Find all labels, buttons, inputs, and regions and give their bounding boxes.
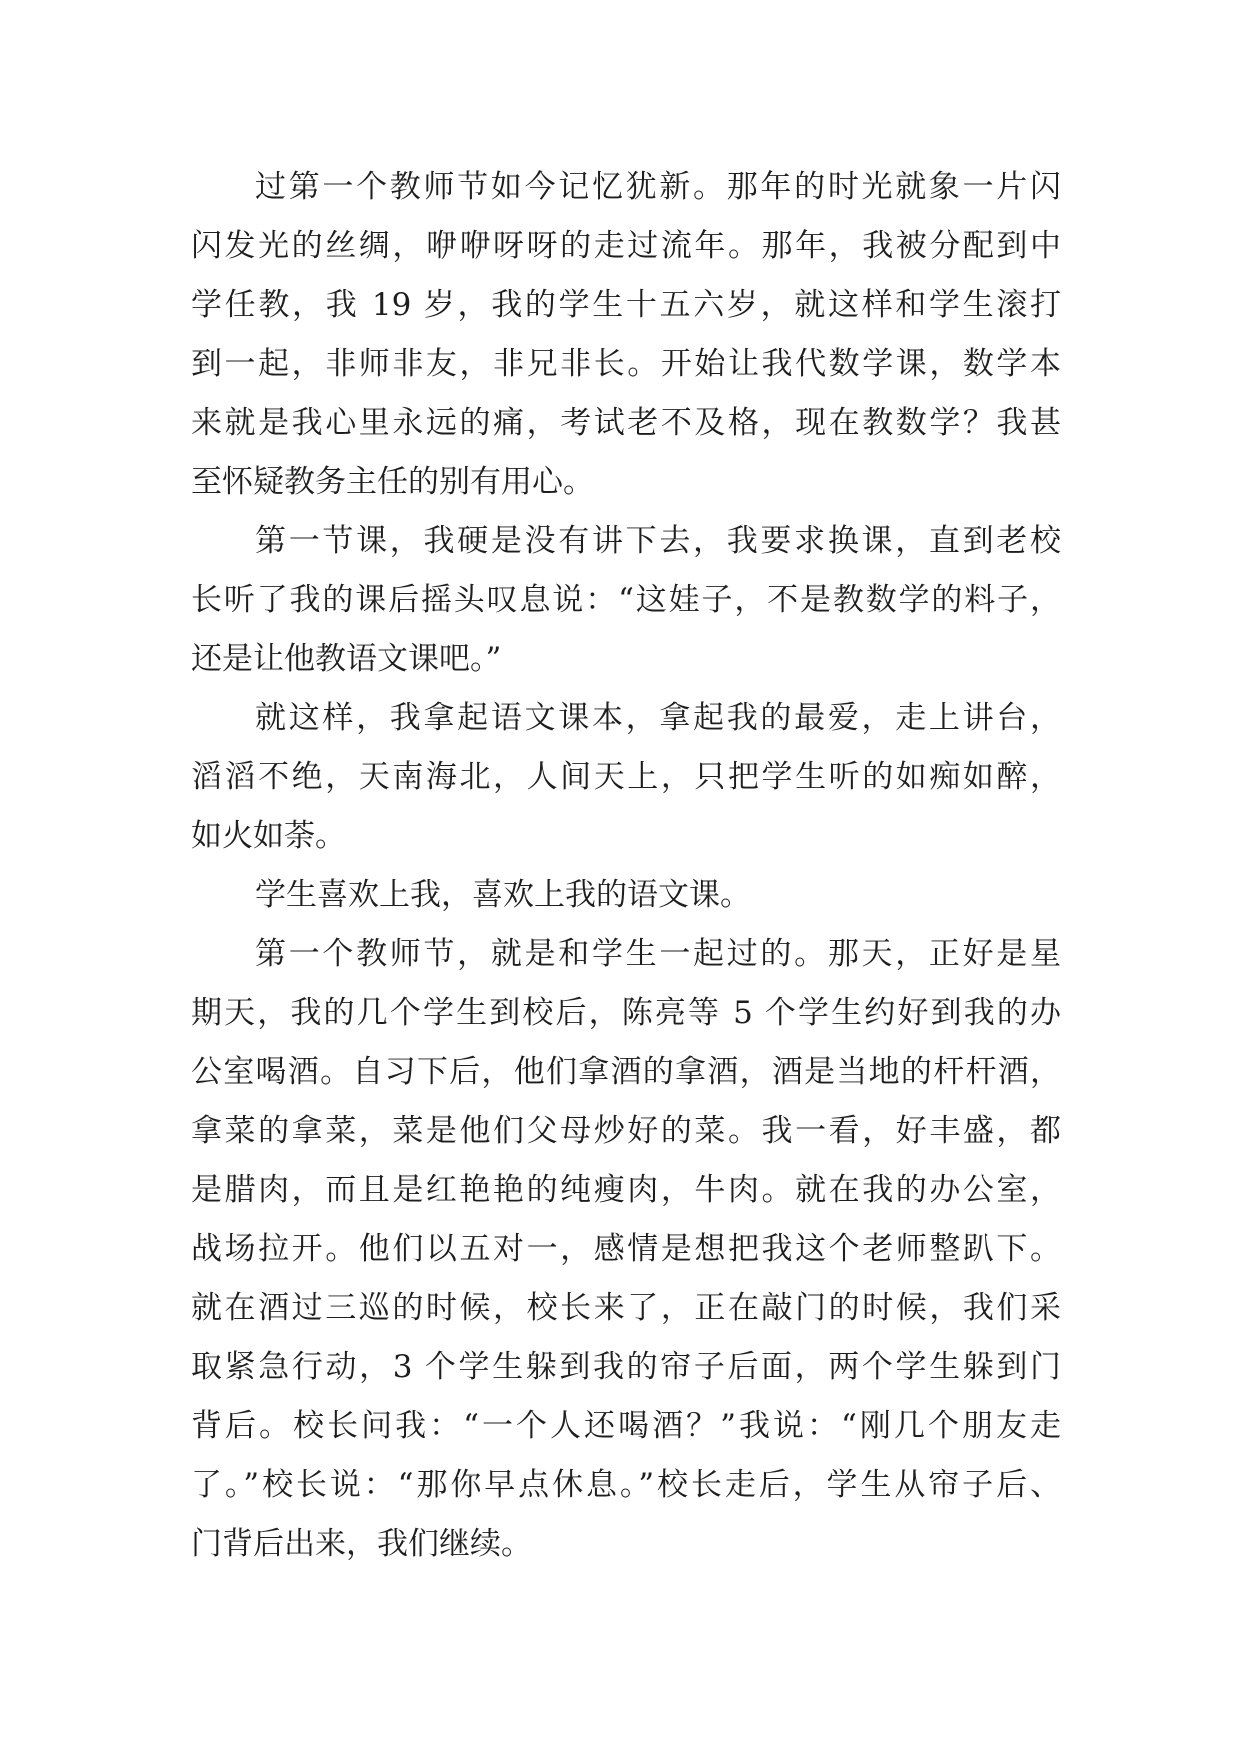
body-text bbox=[191, 158, 1061, 1574]
text-line: 公室喝酒。自习下后，他们拿酒的拿酒，酒是当地的杆杆酒， bbox=[191, 1054, 1061, 1090]
text-line: 是腊肉，而且是红艳艳的纯瘦肉，牛肉。就在我的办公室， bbox=[191, 1172, 1061, 1208]
text-line: 期天，我的几个学生到校后，陈亮等 5 个学生约好到我的办 bbox=[191, 995, 1061, 1031]
text-line: 背后。校长问我：“一个人还喝酒？”我说：“刚几个朋友走 bbox=[191, 1408, 1061, 1444]
text-line: 滔滔不绝，天南海北，人间天上，只把学生听的如痴如醉， bbox=[191, 759, 1061, 795]
text-line: 了。”校长说：“那你早点休息。”校长走后，学生从帘子后、 bbox=[191, 1467, 1061, 1503]
text-line: 学任教，我 19 岁，我的学生十五六岁，就这样和学生滚打 bbox=[191, 287, 1061, 323]
text-line: 到一起，非师非友，非兄非长。开始让我代数学课，数学本 bbox=[191, 346, 1061, 382]
text-line: 拿菜的拿菜，菜是他们父母炒好的菜。我一看，好丰盛，都 bbox=[191, 1113, 1061, 1149]
text-line: 取紧急行动，3 个学生躲到我的帘子后面，两个学生躲到门 bbox=[191, 1349, 1061, 1385]
text-line: 闪发光的丝绸，咿咿呀呀的走过流年。那年，我被分配到中 bbox=[191, 228, 1061, 264]
text-line: 学生喜欢上我，喜欢上我的语文课。 bbox=[255, 877, 751, 913]
text-line: 就这样，我拿起语文课本，拿起我的最爱，走上讲台， bbox=[255, 700, 1061, 736]
text-line: 第一节课，我硬是没有讲下去，我要求换课，直到老校 bbox=[255, 523, 1061, 559]
text-line: 还是让他教语文课吧。” bbox=[191, 641, 502, 677]
text-line: 就在酒过三巡的时候，校长来了，正在敲门的时候，我们采 bbox=[191, 1290, 1061, 1326]
text-line: 来就是我心里永远的痛，考试老不及格，现在教数学？我甚 bbox=[191, 405, 1061, 441]
text-line: 门背后出来，我们继续。 bbox=[191, 1526, 532, 1562]
text-line: 长听了我的课后摇头叹息说：“这娃子，不是教数学的料子， bbox=[191, 582, 1061, 618]
text-line: 如火如荼。 bbox=[191, 818, 346, 854]
text-line: 过第一个教师节如今记忆犹新。那年的时光就象一片闪 bbox=[255, 169, 1061, 205]
text-line: 至怀疑教务主任的别有用心。 bbox=[191, 464, 594, 500]
text-line: 第一个教师节，就是和学生一起过的。那天，正好是星 bbox=[255, 936, 1061, 972]
text-line: 战场拉开。他们以五对一，感情是想把我这个老师整趴下。 bbox=[191, 1231, 1061, 1267]
